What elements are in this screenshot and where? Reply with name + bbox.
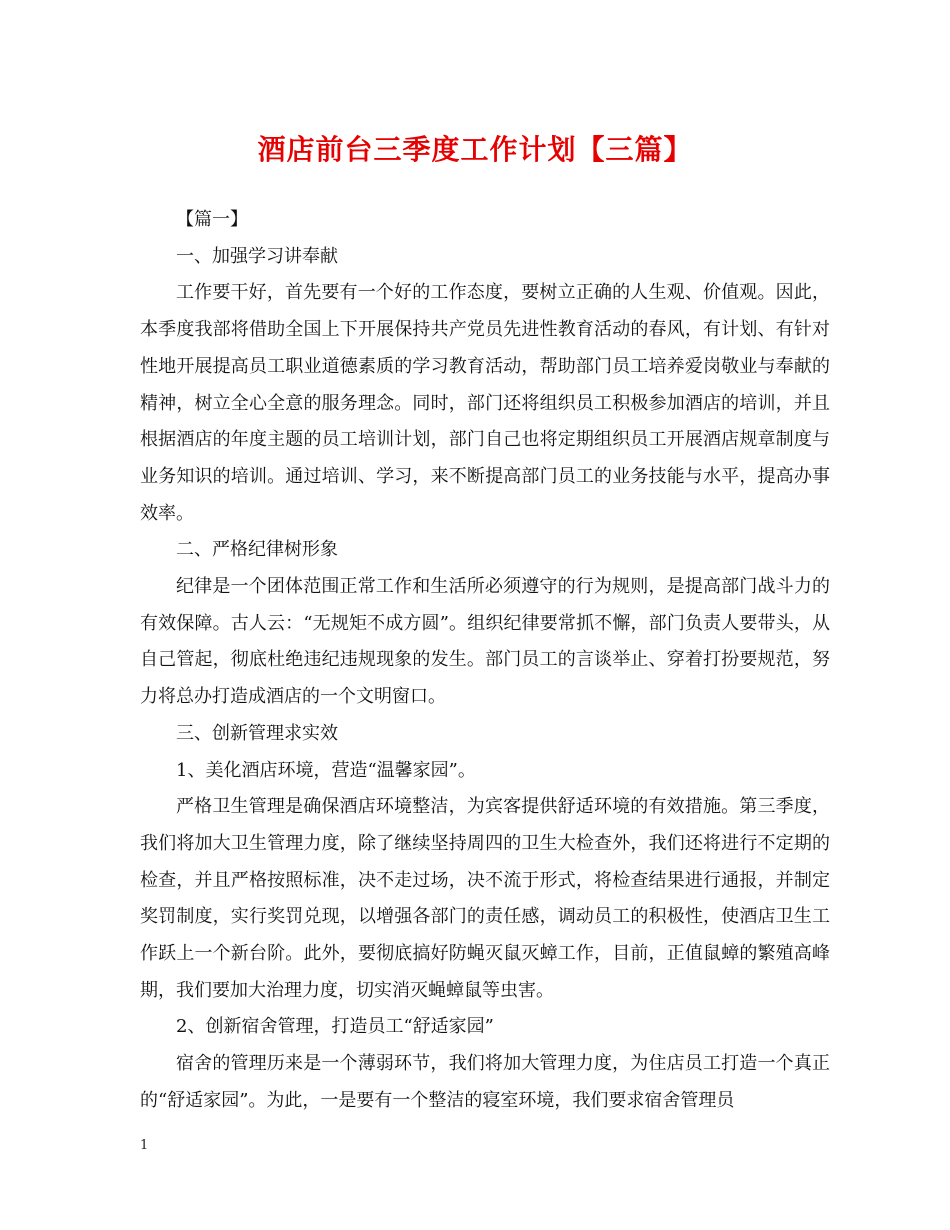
page-number: 1 bbox=[140, 1138, 149, 1153]
subheading-2: 2、创新宿舍管理，打造员工“舒适家园” bbox=[176, 1016, 494, 1038]
subheading-1: 1、美化酒店环境，营造“温馨家园”。 bbox=[176, 759, 476, 781]
heading-2: 二、严格纪律树形象 bbox=[176, 539, 338, 561]
paragraph-1: 工作要干好，首先要有一个好的工作态度，要树立正确的人生观、价值观。因此，本季度我部将借助全国上下开展保持共产党员先进性教育活动的春风，有计划、有针对性地开展提高员工职业道德素质的学习教育活动，帮助部门员工培养爱岗敬业与奉献的精神，树立全心全意的服务理念。同时，部门还将组织员工积极参加酒店的培训，并且根据酒店的年度主题的员工培训计划，部门自己也将定期组织员工开展酒店规章制度与业务知识的培训。通过培训、学习，来不断提高部门员工的业务技能与水平，提高办事效率。 bbox=[140, 282, 830, 524]
document-title: 酒店前台三季度工作计划【三篇】 bbox=[257, 133, 693, 166]
section-label: 【篇一】 bbox=[176, 209, 248, 230]
heading-3: 三、创新管理求实效 bbox=[176, 722, 338, 744]
heading-1: 一、加强学习讲奉献 bbox=[176, 245, 338, 267]
paragraph-2: 纪律是一个团体范围正常工作和生活所必须遵守的行为规则，是提高部门战斗力的有效保障。古人云：“无规矩不成方圆”。组织纪律要常抓不懈，部门负责人要带头，从自己管起，彻底杜绝违纪违规现象的发生。部门员工的言谈举止、穿着打扮要规范，努力将总办打造成酒店的一个文明窗口。 bbox=[140, 576, 830, 708]
paragraph-4: 宿舍的管理历来是一个薄弱环节，我们将加大管理力度，为住店员工打造一个真正的“舒适家园”。为此，一是要有一个整洁的寝室环境，我们要求宿舍管理员 bbox=[140, 1053, 830, 1111]
document-body bbox=[140, 202, 830, 1120]
paragraph-3: 严格卫生管理是确保酒店环境整洁，为宾客提供舒适环境的有效措施。第三季度，我们将加大卫生管理力度，除了继续坚持周四的卫生大检查外，我们还将进行不定期的检查，并且严格按照标准，决不走过场，决不流于形式，将检查结果进行通报，并制定奖罚制度，实行奖罚兑现，以增强各部门的责任感，调动员工的积极性，使酒店卫生工作跃上一个新台阶。此外，要彻底搞好防蝇灭鼠灭蟑工作，目前，正值鼠蟑的繁殖高峰期，我们要加大治理力度，切实消灭蝇蟑鼠等虫害。 bbox=[140, 796, 830, 1001]
